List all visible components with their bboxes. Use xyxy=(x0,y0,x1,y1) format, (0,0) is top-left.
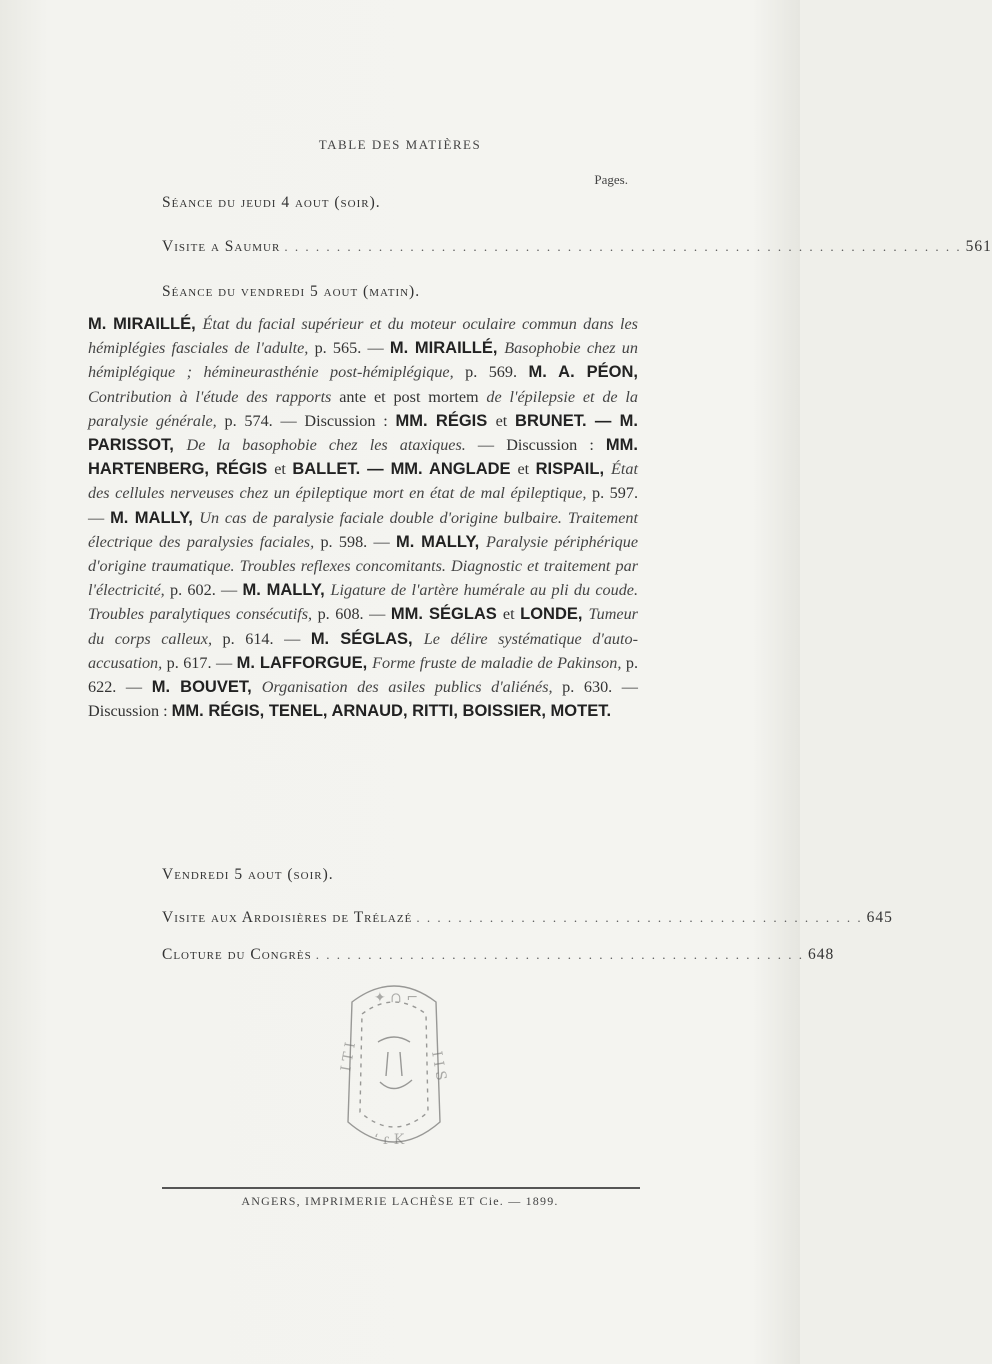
paper-title: État du facial supérieur et du moteur oculaire commun dans les hémiplégies fasciales de l'adulte, xyxy=(88,315,638,358)
svg-text:I T I: I T I xyxy=(338,1041,360,1073)
session-heading-2: Séance du vendredi 5 aout (matin). xyxy=(162,283,421,300)
page-reference: — Discussion : xyxy=(477,436,606,455)
printer-imprint: ANGERS, IMPRIMERIE LACHÈSE ET Cie. — 1899. xyxy=(241,1194,559,1208)
toc-entry-title: Visite aux Ardoisières de Trélazé xyxy=(162,909,413,926)
toc-entry-page: 645 xyxy=(866,909,893,926)
paper-title: De la basophobie chez les ataxiques. xyxy=(186,436,478,455)
toc-entry-page: 561 xyxy=(965,238,992,255)
page-reference: et xyxy=(517,460,536,479)
leader-dots: . . . . . . . . . . . . . . . . . . . . . . . . . . . . . . . . . . . . . . . . . . . . . . . . . . . . . . . . . . . . . . . . . xyxy=(284,239,962,254)
author-names: BRUNET. — M. PARISSOT, xyxy=(88,411,638,455)
paper-title: Ligature de l'artère humérale au pli du coude. Troubles paralytiques consécutifs, xyxy=(88,581,639,624)
page-reference: p. 630. — Discussion : xyxy=(88,678,638,721)
toc-entry-page: 648 xyxy=(807,946,835,963)
author-names: MM. RÉGIS xyxy=(395,411,496,430)
running-head: TABLE DES MATIÈRES xyxy=(318,137,482,152)
page-reference: et xyxy=(502,605,521,624)
paper-title: Paralysie périphérique d'origine traumatique. Troubles reflexes concomitants. Diagnostic et traitement par l'électricité, xyxy=(88,532,638,600)
session-heading-3: Vendredi 5 aout (soir). xyxy=(162,866,334,883)
author-names: MM. RÉGIS, TENEL, ARNAUD, RITTI, BOISSIER, MOTET. xyxy=(171,702,612,721)
leader-dots: . . . . . . . . . . . . . . . . . . . . . . . . . . . . . . . . . . . . . . . . . . . . . . . xyxy=(315,947,804,962)
page-reference: ante et post mortem xyxy=(339,387,487,406)
paper-title: Basophobie chez un hémiplégique ; hémineurasthénie post-hémiplégique, xyxy=(88,339,638,382)
paper-title: Forme fruste de maladie de Pakinson, xyxy=(372,653,626,672)
page-reference: p. 597. — xyxy=(88,484,639,527)
toc-entry-cloture xyxy=(162,946,835,964)
page-reference: p. 608. — xyxy=(317,605,391,624)
paper-title: Contribution à l'étude des rapports xyxy=(88,387,340,406)
author-names: M. LAFFORGUE, xyxy=(236,653,373,672)
paper-title: de l'épilepsie et de la paralysie générale, xyxy=(88,387,639,430)
author-names: BALLET. — MM. ANGLADE xyxy=(292,460,518,479)
page-reference: p. 598. — xyxy=(320,532,396,551)
author-names: RISPAIL, xyxy=(535,460,611,479)
paper-title: État des cellules nerveuses chez un épileptique mort en état de mal épileptique, xyxy=(88,460,638,503)
paper-title: Organisation des asiles publics d'aliénés, xyxy=(261,678,563,697)
session-contents-paragraph xyxy=(88,312,638,723)
page-reference: p. 614. — xyxy=(222,629,311,648)
author-names: LONDE, xyxy=(520,605,589,624)
page-reference: et xyxy=(274,460,293,479)
page-reference: p. 602. — xyxy=(170,581,243,600)
page-reference: et xyxy=(495,411,516,430)
author-names: MM. SÉGLAS xyxy=(390,605,503,624)
author-names: M. MALLY, xyxy=(242,581,331,600)
author-names: M. SÉGLAS, xyxy=(310,629,424,648)
session-heading-1: Séance du jeudi 4 aout (soir). xyxy=(162,194,381,211)
page-reference: p. 565. — xyxy=(314,339,390,358)
imprint-rule xyxy=(162,1187,640,1189)
page-reference: p. 617. — xyxy=(166,653,237,672)
toc-entry-trelaze xyxy=(162,909,893,927)
toc-entry-saumur xyxy=(162,238,992,256)
paper-title: Tumeur du corps calleux, xyxy=(88,605,638,648)
page-reference: p. 622. — xyxy=(88,653,639,697)
page-reference: p. 569. xyxy=(465,363,529,382)
svg-text:ʻ ɾ K: ʻ ɾ K xyxy=(374,1132,405,1148)
author-names: MM. HARTENBERG, RÉGIS xyxy=(88,436,638,479)
toc-entry-title: Visite a Saumur xyxy=(162,238,281,255)
svg-text:I I S: I I S xyxy=(428,1049,449,1082)
svg-text:✦ ∩ ⌐: ✦ ∩ ⌐ xyxy=(374,990,419,1006)
library-stamp-icon xyxy=(328,972,460,1158)
toc-entry-title: Cloture du Congrès xyxy=(162,946,312,963)
leader-dots: . . . . . . . . . . . . . . . . . . . . . . . . . . . . . . . . . . . . . . . . . . . xyxy=(416,910,863,925)
author-names: M. MALLY, xyxy=(110,508,200,527)
paper-title: Le délire systématique d'auto-accusation, xyxy=(88,629,639,672)
author-names: M. BOUVET, xyxy=(151,678,262,697)
author-names: M. A. PÉON, xyxy=(528,363,639,382)
author-names: M. MIRAILLÉ, xyxy=(389,339,505,358)
pages-column-label: Pages. xyxy=(594,172,628,187)
paper-title: Un cas de paralysie faciale double d'origine bulbaire. Traitement électrique des paralysies faciales, xyxy=(88,508,639,551)
author-names: M. MALLY, xyxy=(395,532,487,551)
page-reference: p. 574. — Discussion : xyxy=(224,411,396,430)
author-names: M. MIRAILLÉ, xyxy=(88,315,203,333)
